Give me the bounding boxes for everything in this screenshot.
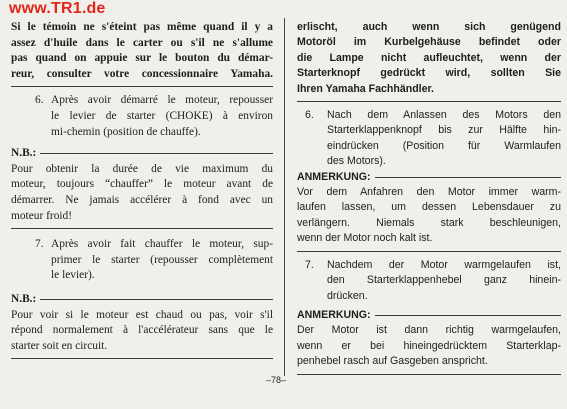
rule: [11, 358, 273, 359]
text-line: moteur froid!: [11, 209, 73, 222]
text-line: Après avoir démarré le moteur, repousser: [51, 94, 273, 107]
text-line: starter soit en circuit.: [11, 339, 108, 352]
text-line: Der Motor ist dann richtig warmgelaufen,: [297, 324, 561, 337]
text-line: eindrücken (Position für Warmlaufen: [327, 139, 561, 152]
nb-heading: [11, 146, 273, 162]
text-line: reur, consulter votre concessionnaire Yamaha.: [11, 67, 273, 80]
text-line: mi-chemin (position de chauffe).: [51, 125, 201, 138]
step-7-fr: [11, 237, 273, 284]
step-number: 7.: [35, 238, 44, 251]
anmerkung-paragraph: [297, 323, 561, 369]
column-divider: [284, 18, 285, 376]
text-line: penhebel rasch auf Gasgeben anspricht.: [297, 355, 488, 368]
nb-label: N.B.:: [11, 147, 37, 160]
text-line: verlängern. Niemals stark beschleunigen,: [297, 216, 561, 229]
text-line: pas quand on appuie sur le bouton du démar-: [11, 52, 273, 65]
page-number: –78–: [266, 375, 287, 385]
step-number: 7.: [305, 258, 314, 271]
text-line: Nach dem Anlassen des Motors den: [327, 109, 561, 122]
text-line: Ihren Yamaha Fachhändler.: [297, 82, 434, 95]
text-line: démarrer. Ne jamais accélérer à fond avec un: [11, 193, 273, 206]
nb-label: N.B.:: [11, 292, 37, 305]
german-column: [297, 20, 561, 375]
text-line: assez d'huile dans le carter ou s'il ne s'allume: [11, 36, 273, 49]
text-line: répond normalement à l'accélérateur sans que le: [11, 324, 273, 337]
text-line: drücken.: [327, 289, 368, 302]
text-line: erlischt, auch wenn sich genügend: [297, 21, 561, 33]
nb-paragraph: [11, 162, 273, 224]
step-6-de: [297, 108, 561, 170]
text-line: des Motors).: [327, 155, 386, 168]
anmerkung-paragraph: [297, 185, 561, 247]
text-line: Vor dem Anfahren den Motor immer warm-: [297, 186, 561, 199]
anmerkung-label: ANMERKUNG:: [297, 170, 371, 183]
rule: [297, 374, 561, 375]
text-line: den Starterklappenhebel ganz hinein-: [327, 274, 561, 287]
text-line: le levier de starter (CHOKE) à environ: [51, 109, 273, 122]
site-logo[interactable]: www.TR1.de: [9, 0, 106, 17]
text-line: Motoröl im Kurbelgehäuse befindet oder: [297, 36, 561, 49]
text-line: wenn der Motor noch kalt ist.: [297, 232, 433, 245]
nb-heading: [11, 292, 273, 308]
warning-paragraph-fr: [11, 20, 273, 82]
step-number: 6.: [35, 94, 44, 107]
text-line: Starterknopf gedrückt wird, sollten Sie: [297, 67, 561, 80]
text-line: wenn er bei hineingedrücktem Starterklap-: [297, 339, 561, 352]
text-line: moteur, toujours “chauffer” le moteur avant de: [11, 178, 273, 191]
text-line: Après avoir fait chauffer le moteur, sup-: [51, 238, 273, 251]
text-line: Si le témoin ne s'éteint pas même quand il y a: [11, 21, 273, 33]
text-line: Pour obtenir la durée de vie maximum du: [11, 162, 273, 175]
nb-paragraph: [11, 308, 273, 355]
step-number: 6.: [305, 109, 314, 122]
text-line: Starterklappenknopf bis zur Hälfte hin-: [327, 124, 561, 137]
anmerkung-heading: [297, 170, 561, 185]
text-line: laufen lassen, um dessen Lebensdauer zu: [297, 201, 561, 214]
step-7-de: [297, 258, 561, 304]
text-line: Pour voir si le moteur est chaud ou pas, voir s'il: [11, 308, 273, 321]
text-line: primer le starter (repousser complètement: [51, 253, 273, 266]
french-column: [11, 20, 273, 359]
anmerkung-heading: [297, 308, 561, 323]
warning-paragraph-de: [297, 20, 561, 97]
text-line: Nachdem der Motor warmgelaufen ist,: [327, 258, 561, 271]
step-6-fr: [11, 93, 273, 140]
anmerkung-label: ANMERKUNG:: [297, 308, 371, 321]
text-line: die Lampe nicht aufleuchtet, wenn der: [297, 51, 561, 64]
text-line: le levier).: [51, 269, 95, 282]
